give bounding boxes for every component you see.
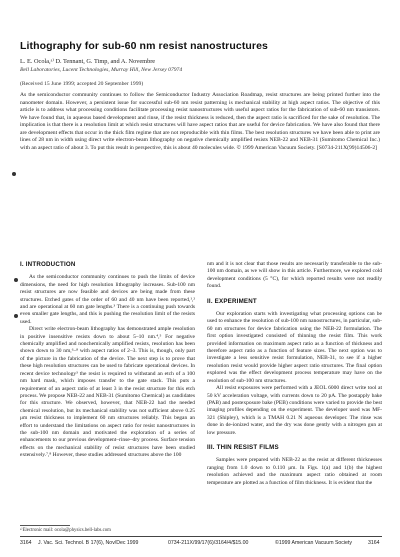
margin-dot-icon	[14, 314, 18, 318]
article-title: Lithography for sub-60 nm resist nanostructures	[20, 40, 268, 52]
margin-dot-icon	[12, 172, 16, 176]
experiment-paragraph-1: Our exploration starts with investigating what processing options can be used to enhance the resolution of sub-100 nm nanostructures, in particular, sub-60 nm structures for device fabrication using the NEB-22 formulation. The first option investigated consisted of thinning the resist film. This work provided information on maximum aspect ratio as a function of thickness and therefore aspect ratio as a function of feature sizes. The next option was to investigate a less sensitive resist formulation, NEB-31, to see if a higher resolution resist would provide higher aspect ratio structures. The final option explored was the effect development process temperature may have on the resolution of sub-100 nm structures.	[207, 311, 382, 384]
margin-dot-icon	[14, 278, 18, 282]
footnote-email: ᵃ⁾Electronic mail: ocola@physics.bell-labs.com	[20, 528, 111, 533]
footnote-divider	[20, 525, 70, 526]
experiment-paragraph-2: All resist exposures were performed with a JEOL 6000 direct write tool at 50 kV acceleration voltage, with currents down to 20 pA. The postapply bake (PAB) and postexposure bake (PEB) conditions were varied to provide the best imaging profiles depending on the experiment. The developer used was MF-321 (Shipley), which is a TMAH 0.21 N aqueous developer. The rinse was done in de-ionized water, and the dry was done gently with a nitrogen gun at low pressure.	[207, 385, 382, 436]
abstract: As the semiconductor community continues to follow the Semiconductor Industry Association Roadmap, resist structures are being printed further into the nanometer domain. However, a persistent issue for successful sub-60 nm resist patterning is mechanical stability at high aspect ratios. The objective of this article is to address what processing conditions facilitate processing resist nanostructures with useful aspect ratios for the fabrication of sub-60 nm transistors. We have found that, in aqueous based development and rinse, if the resist thickness is reduced, then the aspect ratio is sacrificed for the sake of resolution. The implication is that there is a resolution limit at which resist structures will have aspect ratios that are useful for device fabrication. We have also found that there are development effects that occur in the thick film regime that are not reproducible with thin films. The best resolution structures we have been able to print are lines of 28 nm in width using direct write electron-beam lithography on negative chemically amplified resists NEB-22 and NEB-31 (Sumitomo Chemical Inc.) with an aspect ratio of about 3. To put this result in perspective, this is about 40 molecules wide. © 1999 American Vacuum Society. [S0734-211X(99)14506-2]	[20, 92, 380, 151]
footer-journal-citation: J. Vac. Sci. Technol. B 17(6), Nov/Dec 1999	[38, 540, 139, 546]
author-list: L. E. Ocola,ᵃ⁾ D. Tennant, G. Timp, and A. Novembre	[20, 58, 156, 65]
section-heading-experiment: II. EXPERIMENT	[207, 297, 257, 305]
intro-continuation: nm and it is not clear that those results are necessarily transferable to the sub-100 nm domain, as we will show in this article. Furthermore, we explored cold development conditions (5 °C), for which reported results were not readily found.	[207, 261, 382, 290]
section-heading-introduction: I. INTRODUCTION	[20, 261, 76, 268]
affiliation: Bell Laboratories, Lucent Technologies, Murray Hill, New Jersey 07974	[20, 67, 183, 73]
intro-paragraph-1: As the semiconductor community continues to push the limits of device dimensions, the need for high resolution lithography increases. Sub-100 nm resist structures are now feasible and devices are being made from these structures. Etched gates of the order of 60 and 40 nm have been reported,¹,² and are operational at 60 nm gate lengths.³ There is a continuing push towards even smaller gate lengths, and this is pushing the resolution limit of the resists used.	[20, 274, 195, 325]
received-dates: (Received 15 June 1999; accepted 20 September 1999)	[20, 81, 144, 87]
section-heading-thin-films: III. THIN RESIST FILMS	[207, 443, 279, 451]
footer-copyright: ©1999 American Vacuum Society	[275, 540, 352, 546]
footer-divider	[20, 536, 382, 537]
footer-page-number-right: 3164	[368, 540, 380, 546]
footer-article-code: 0734-211X/99/17(6)/3164/4/$15.00	[168, 540, 249, 546]
right-column	[207, 261, 382, 487]
left-column	[20, 261, 195, 460]
footer-page-number-left: 3164	[20, 540, 32, 546]
intro-paragraph-2: Direct write electron-beam lithography has demonstrated ample resolution in positive insensitive resists down to about 5–10 nm.⁴,⁵ For negative chemically amplified and nonchemically amplified resists, resolution has been shown down to 30 nm,⁶–⁸ with aspect ratios of 2–3. This is, though, only part of the picture in the fabrication of the device. The next step is to prove that these high resolution structures can be used to fabricate operational devices. In recent device technology³ the resist is required to withstand an etch of a 100 nm hard mask, which imposes transfer to the gate stack. This puts a requirement of an aspect ratio of at least 3 in the resist structure for this etch process. We propose NEB-22 and NEB-31 (Sumitomo Chemical) as candidates for this structure. We observed, however, that NEB-22 had the needed chemical resolution, but its mechanical stability was not sufficient above 0.25 μm resist thickness to implement 60 nm structures reliably. This began an effort to understand the limitations on aspect ratio for resist nanostructures in the sub-100 nm domain and motivated the exploration of a series of enhancements to our previous development–rinse–dry process. Surface tension effects on the mechanical stability of resist structures have been studied extensively.⁷,⁸ However, these studies addressed structures above the 100	[20, 326, 195, 459]
thin-films-paragraph-1: Samples were prepared with NEB-22 as the resist at different thicknesses ranging from 1.0 down to 0.110 μm. In Figs. 1(a) and 1(b) the highest resolution achieved and the maximum aspect ratio obtained at room temperature are plotted as a function of film thickness. It is evident that the	[207, 457, 382, 486]
